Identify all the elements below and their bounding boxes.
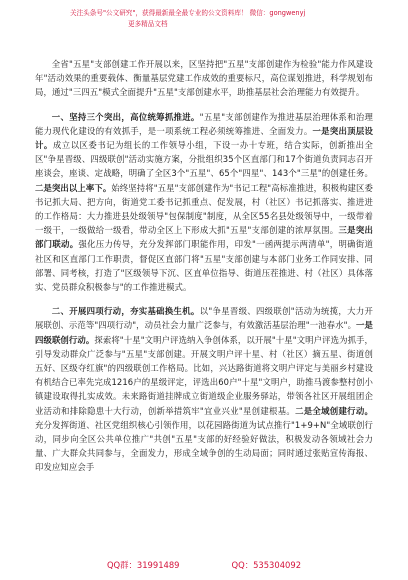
paragraph-text: 探索将"十星"文明户评选纳入争创体系，以开展"十星"文明户评选为抓手，引导发动群众广泛参与"五星"支部创建。开展文明户评十星、村（社区）摘五星、街道创五好、区级夺红旗"的四级联创工作格局。比如，兴达路街道将文明户评定与美丽乡村建设有机结合已率先完成1216户的星级评定，评选出60户"十星"文明户，助推马渡参整村创小镇建设取得扎实成效。未来路街道挂牌成立街道级企业服务驿站，带领各社区开展组团企业活动和排除隐患十大行动，创新举措筑牢"宜业兴业"星创建根基。 [35,334,374,416]
bold-heading: 三是突出部门联动。 [35,225,373,250]
paragraph-2 [35,110,373,295]
bold-heading: 一、坚持三个突出，高位统筹抓推进。 [51,111,200,122]
footer [0,559,408,571]
paragraph-text: 成立以区委书记为组长的工作领导小组，下设一办十专班，结合实际，创新推出全区"争星晋级、四级联创"活动实施方案，分批组织35个区直部门和17个街道负责同志召开座谈会，座谈、定战略，明确了全区3个"五星"、65个"四星"、143个"三星"的创建任务。 [35,140,373,179]
banner-line-1: 关注头条号"公文研究"，获得最新最全最专业的公文资料库！ 微信：gongwenyj [70,9,306,17]
bold-heading: 一是突出顶层设计。 [35,125,374,151]
paragraph-text: 强化压力传导，充分发挥部门职能作用，印发"一函两提示两清单"，明确街道社区和区直部门工作职责，督促区直部门将"五星"支部创建与本部门业务工作同安排、同部署、同考核，打造了"区级领导下沉、区直单位指导、街道压茬推进、村（社区）具体落实、党员群众积极参与"的工作推进模式。 [35,239,373,293]
paragraph-text: 始终坚持将"五星"支部创建作为"书记工程"高标准推进，积极构建区委书记抓大局、把方向，街道党工委书记抓重点、促发展，村（社区）书记抓落实、推进进的工作格局：大力推进县处级领导"包保制度"制度，从全区55名县处级领导中，一级带着一级干，一级做给一级看，带动全区上下形成大抓"五星"支部创建的浓厚氛围。 [35,182,373,236]
paragraph-3 [35,304,373,474]
document-body [35,57,373,485]
bold-heading: 一是四级联创行动。 [35,320,374,345]
paragraph-1 [35,57,373,100]
banner-line-2: 更多精品文档 [128,20,168,28]
paragraph-text: 以"争星晋级、四级联创"活动为统揽，大力开展联创、示范等"四项行动"，动员社会力量广泛参与，有效激活基层治理"一池春水"。 [35,306,373,331]
footer-qq: QQ：535304092 [231,560,302,570]
bold-heading: 二是全域创建行动。 [295,405,373,416]
header-banner [70,8,338,50]
bold-heading: 二是突出以上率下。 [35,182,112,193]
footer-qq-group: QQ群：31991489 [106,560,180,570]
paragraph-text: "五星"支部创建作为推进基层治理体系和治理能力现代化建设的有效抓手，是一项系统工程必须统筹推进、全面发力。 [35,111,373,136]
paragraph-text: 全省"五星"支部创建工作开展以来，区坚持把"五星"支部创建作为检验"能力作风建设年"活动效果的重要载体、衡量基层党建工作成效的重要标尺，高位谋划推进，科学规划布局，通过"三四五"模式全面提升"五星"支部创建水平，助推基层社会治理能力有效提升。 [35,59,373,98]
paragraph-text: 充分发挥街道、社区党组织核心引领作用，以花园路街道为试点推行"1+9+N"全域联创行动，同步向全区公共单位推广"共创"五星"支部的好经验好做法，积极发动各领域社会力量、广大群众共同参与，全面发力，形成全域争创的生动局面；同时通过张贴宣传海报、印发应知应会手 [35,419,373,473]
bold-heading: 二、开展四项行动，夯实基础换生机。 [51,306,200,317]
